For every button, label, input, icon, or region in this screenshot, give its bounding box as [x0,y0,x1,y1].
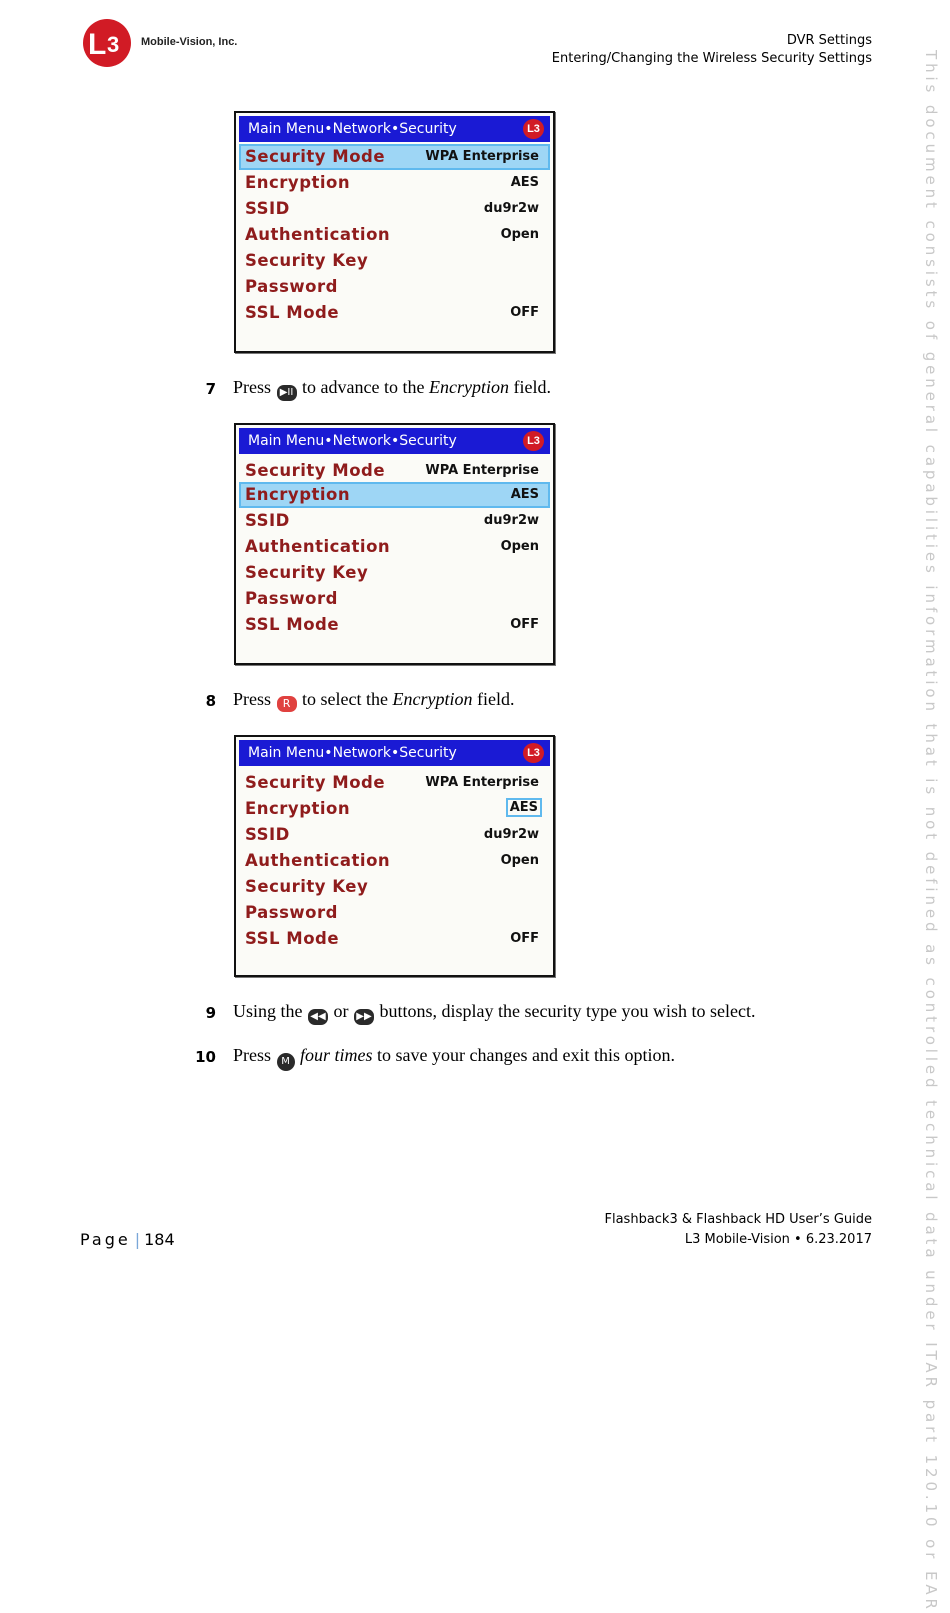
row-value: AES [510,175,539,190]
page-number: Page | 184 [80,1230,175,1249]
row-label: Security Mode [245,461,386,480]
row-label: Security Key [245,251,369,270]
screen-titlebar [239,116,550,142]
emphasis-text: four times [300,1045,373,1065]
row-label: SSID [245,825,290,844]
step-7-text [233,377,551,401]
row-label: Encryption [245,173,351,192]
header-subsection: Entering/Changing the Wireless Security Settings [551,51,872,66]
row-label: SSID [245,511,290,530]
row-value: du9r2w [483,827,539,842]
row-label: Security Mode [245,773,386,792]
menu-row-security-mode[interactable] [239,770,550,796]
row-value: Open [500,853,539,868]
menu-row-ssl-mode[interactable] [239,300,550,326]
row-label: Security Mode [245,147,386,166]
step-number: 9 [205,1004,216,1022]
menu-row-security-key[interactable] [239,560,550,586]
step-text: or [333,1001,349,1021]
menu-row-password[interactable] [239,900,550,926]
field-name: Encryption [428,377,509,397]
menu-row-authentication[interactable] [239,534,550,560]
l3-mini-logo-icon: L3 [523,431,544,451]
r-button-icon: R [277,696,297,712]
menu-row-security-mode[interactable] [239,458,550,484]
screen-title: Main Menu•Network•Security [248,433,457,449]
screen-titlebar [239,428,550,454]
step-text: field. [476,689,515,709]
row-label: Authentication [245,851,391,870]
itar-watermark: This document consists of general capabilities information that is not defined as controlled technical data under ITAR part 120.10 or EAR [922,50,940,1613]
screen-title: Main Menu•Network•Security [248,121,457,137]
menu-row-ssl-mode[interactable] [239,612,550,638]
menu-row-encryption[interactable] [239,796,550,822]
play-pause-button-icon: ▶II [277,385,297,401]
step-text: Press [233,377,272,397]
menu-row-password[interactable] [239,586,550,612]
row-label: Password [245,903,338,922]
menu-row-ssid[interactable] [239,508,550,534]
menu-row-security-key[interactable] [239,248,550,274]
step-number: 8 [205,692,216,710]
row-value: du9r2w [483,513,539,528]
row-value: OFF [510,617,539,632]
row-label: Encryption [245,799,351,818]
l3-mini-logo-icon: L3 [523,743,544,763]
l3-logo [80,18,136,68]
row-label: Password [245,277,338,296]
security-menu-screen-3 [234,735,555,977]
row-value: WPA Enterprise [425,149,539,164]
field-name: Encryption [392,689,473,709]
menu-row-password[interactable] [239,274,550,300]
row-value: Open [500,227,539,242]
security-menu-screen-2 [234,423,555,665]
step-text: Press [233,1045,272,1065]
step-9-text [233,1001,755,1025]
page-label: Page [80,1230,131,1249]
screen-title: Main Menu•Network•Security [248,745,457,761]
menu-row-ssl-mode[interactable] [239,926,550,952]
header-section: DVR Settings [786,33,872,48]
row-value: du9r2w [483,201,539,216]
menu-row-security-key[interactable] [239,874,550,900]
row-label: Encryption [245,485,351,504]
row-label: Authentication [245,537,391,556]
menu-row-ssid[interactable] [239,196,550,222]
step-8-text [233,689,514,712]
fast-forward-button-icon: ▶▶ [354,1009,374,1025]
rewind-button-icon: ◀◀ [308,1009,328,1025]
menu-row-security-mode[interactable] [239,144,550,170]
row-label: Password [245,589,338,608]
row-value: Open [500,539,539,554]
step-10-text [233,1045,675,1071]
step-text: to select the [302,689,388,709]
encryption-value-selected[interactable]: AES [506,798,542,817]
step-text: to advance to the [302,377,425,397]
svg-text:L: L [88,28,107,61]
step-number: 7 [205,380,216,398]
company-name: Mobile-Vision, Inc. [141,36,238,48]
footer-guide-title: Flashback3 & Flashback HD User’s Guide [604,1212,872,1227]
row-label: Security Key [245,563,369,582]
row-label: SSL Mode [245,929,340,948]
row-value: OFF [510,305,539,320]
step-number: 10 [195,1048,216,1066]
row-label: Authentication [245,225,391,244]
menu-row-encryption[interactable] [239,170,550,196]
menu-button-icon: M [277,1053,295,1071]
step-text: buttons, display the security type you wish to select. [379,1001,756,1021]
security-menu-screen-1 [234,111,555,353]
row-value: WPA Enterprise [425,775,539,790]
menu-row-authentication[interactable] [239,222,550,248]
step-text: Press [233,689,272,709]
step-text: to save your changes and exit this option. [377,1045,675,1065]
row-value: OFF [510,931,539,946]
l3-mini-logo-icon: L3 [523,119,544,139]
row-label: SSL Mode [245,615,340,634]
step-text: Using the [233,1001,303,1021]
page-number-value: 184 [144,1230,175,1249]
svg-text:3: 3 [107,32,120,57]
row-label: Security Key [245,877,369,896]
row-label: SSID [245,199,290,218]
row-label: SSL Mode [245,303,340,322]
step-text: field. [513,377,551,397]
menu-row-encryption[interactable] [239,482,550,508]
footer-company-date: L3 Mobile-Vision • 6.23.2017 [684,1232,872,1247]
menu-row-ssid[interactable] [239,822,550,848]
screen-titlebar [239,740,550,766]
row-value: AES [510,487,539,502]
row-value: WPA Enterprise [425,463,539,478]
menu-row-authentication[interactable] [239,848,550,874]
